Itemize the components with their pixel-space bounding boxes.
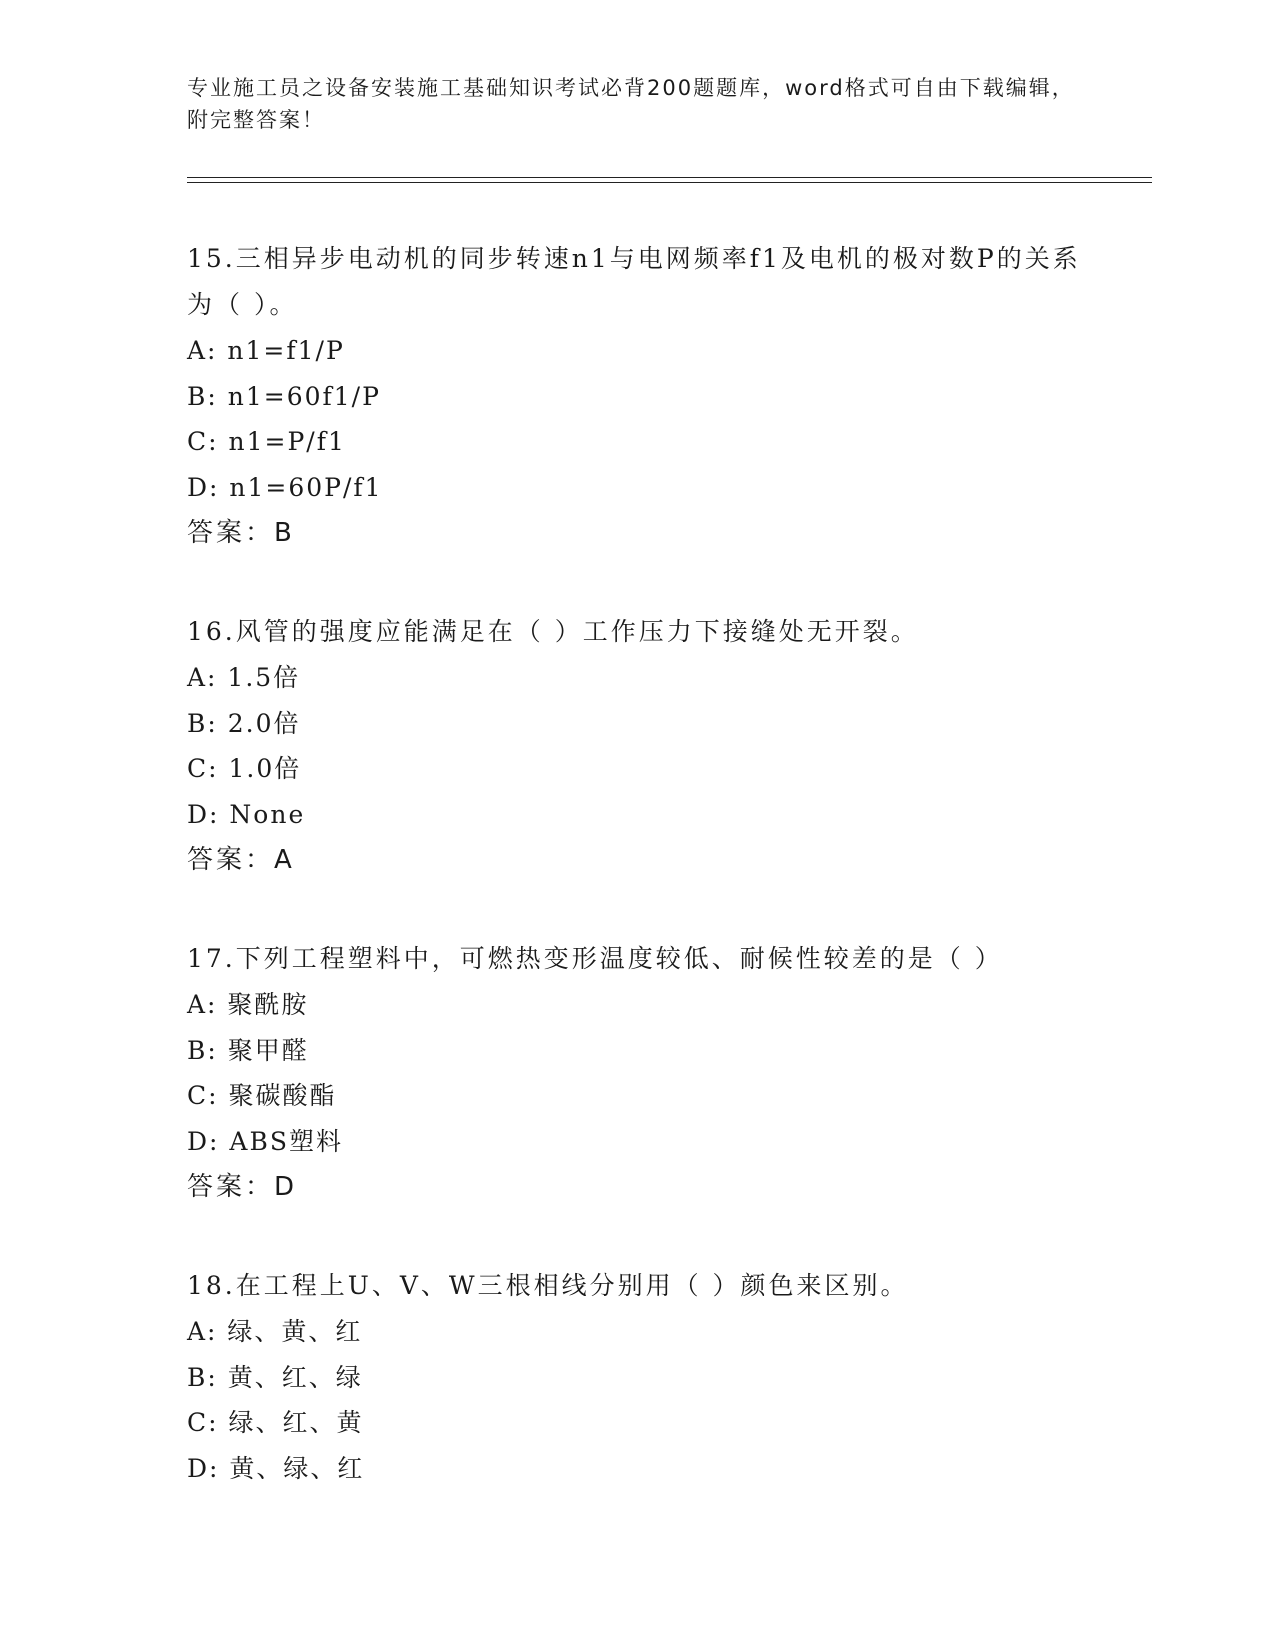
question-15 (187, 236, 1087, 556)
question-text: 15.三相异步电动机的同步转速n1与电网频率f1及电机的极对数P的关系为（ ）。 (187, 244, 1081, 319)
answer-line: 答案：B (187, 518, 295, 548)
question-18 (187, 1263, 1087, 1491)
option-b: B: n1=60f1/P (187, 381, 381, 411)
header-title: 专业施工员之设备安装施工基础知识考试必背200题题库，word格式可自由下载编辑，附完整答案！ (187, 76, 1075, 132)
option-d: D: ABS塑料 (187, 1126, 343, 1156)
option-d: D: n1=60P/f1 (187, 472, 383, 502)
question-17 (187, 936, 1087, 1210)
document-header (187, 72, 1087, 136)
question-list (187, 236, 1087, 1544)
option-a: A: 1.5倍 (187, 663, 301, 692)
option-d: D: 黄、绿、红 (187, 1453, 365, 1483)
header-divider-bottom (187, 182, 1152, 183)
option-a: A: 绿、黄、红 (187, 1317, 363, 1346)
option-d: D: None (187, 799, 306, 829)
option-c: C: 1.0倍 (187, 754, 302, 783)
option-c: C: 聚碳酸酯 (187, 1081, 337, 1110)
option-b: B: 聚甲醛 (187, 1035, 309, 1065)
option-a: A: 聚酰胺 (187, 990, 309, 1019)
question-text: 18.在工程上U、V、W三根相线分别用（ ）颜色来区别。 (187, 1271, 909, 1300)
option-a: A: n1=f1/P (187, 336, 345, 365)
question-16 (187, 609, 1087, 883)
option-b: B: 黄、红、绿 (187, 1362, 363, 1392)
option-c: C: n1=P/f1 (187, 427, 346, 456)
answer-line: 答案：D (187, 1172, 298, 1202)
option-b: B: 2.0倍 (187, 708, 301, 738)
question-text: 16.风管的强度应能满足在（ ）工作压力下接缝处无开裂。 (187, 617, 919, 646)
answer-line: 答案：A (187, 845, 295, 875)
question-text: 17.下列工程塑料中，可燃热变形温度较低、耐候性较差的是（ ） (187, 944, 1003, 973)
header-divider-top (187, 177, 1152, 178)
option-c: C: 绿、红、黄 (187, 1408, 364, 1437)
